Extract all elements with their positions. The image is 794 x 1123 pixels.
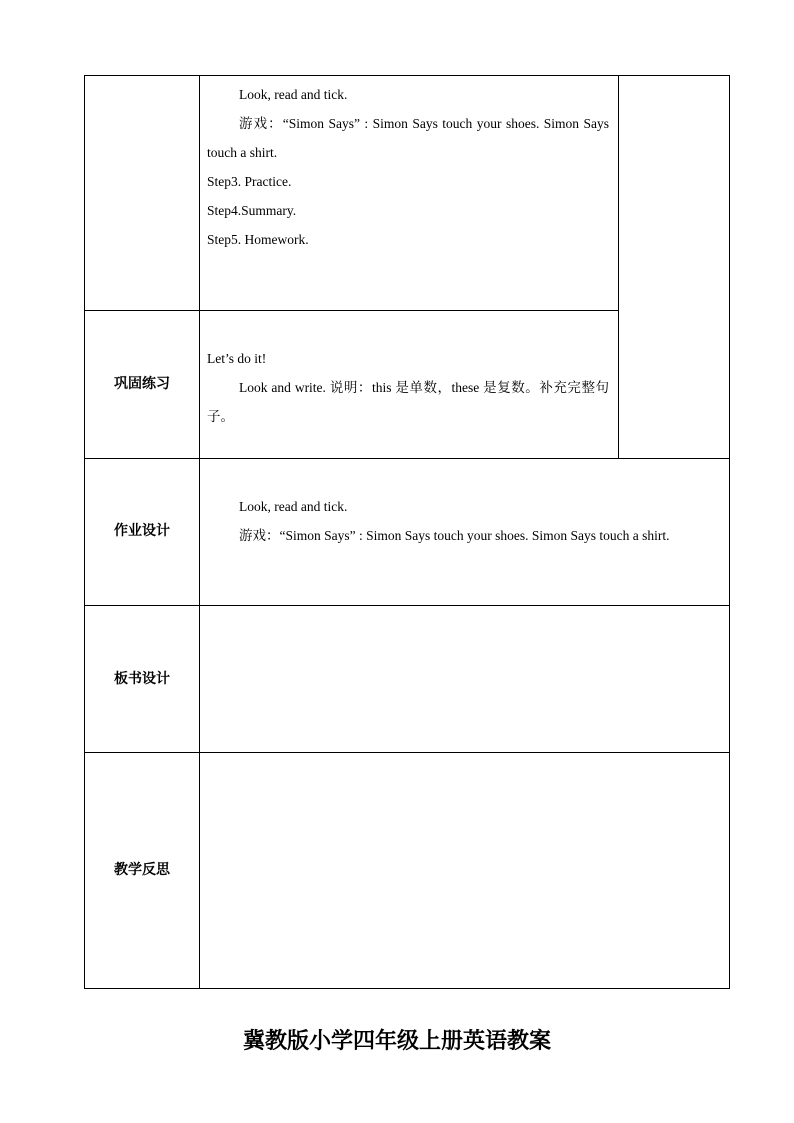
table-bottom-border — [84, 988, 730, 989]
row4-bottom-border — [84, 752, 730, 753]
row1-bottom-border — [84, 310, 619, 311]
row1-content — [207, 80, 609, 254]
table-right-border — [729, 75, 730, 989]
row2-bottom-border — [84, 458, 730, 459]
row3-line-simon-says: 游戏：“Simon Says” : Simon Says touch your shoes. Simon Says touch a shirt. — [239, 528, 670, 543]
row3-content — [207, 492, 721, 550]
row2-line-lets-do-it: Let’s do it! — [207, 351, 267, 366]
row1-line-step5: Step5. Homework. — [207, 232, 309, 247]
row3-label: 作业设计 — [114, 523, 170, 539]
row2-content — [207, 344, 609, 431]
side-column-divider — [618, 75, 619, 459]
row2-label: 巩固练习 — [114, 376, 170, 392]
row5-label: 教学反思 — [114, 862, 170, 878]
label-column-divider — [199, 75, 200, 989]
document-title: 冀教版小学四年级上册英语教案 — [242, 1028, 551, 1054]
row2-line-look-and-write: Look and write. 说明：this 是单数，these 是复数。补充完整句子。 — [207, 380, 609, 424]
row4-label: 板书设计 — [114, 671, 170, 687]
row1-line-step4: Step4.Summary. — [207, 203, 297, 218]
row3-bottom-border — [84, 605, 730, 606]
row3-line-look-read-tick: Look, read and tick. — [239, 499, 348, 514]
row1-line-look-read-tick: Look, read and tick. — [239, 87, 348, 102]
table-top-border — [84, 75, 730, 76]
row1-line-simon-says: 游戏：“Simon Says” : Simon Says touch your shoes. Simon Says touch a shirt. — [207, 116, 609, 160]
row1-line-step3: Step3. Practice. — [207, 174, 292, 189]
